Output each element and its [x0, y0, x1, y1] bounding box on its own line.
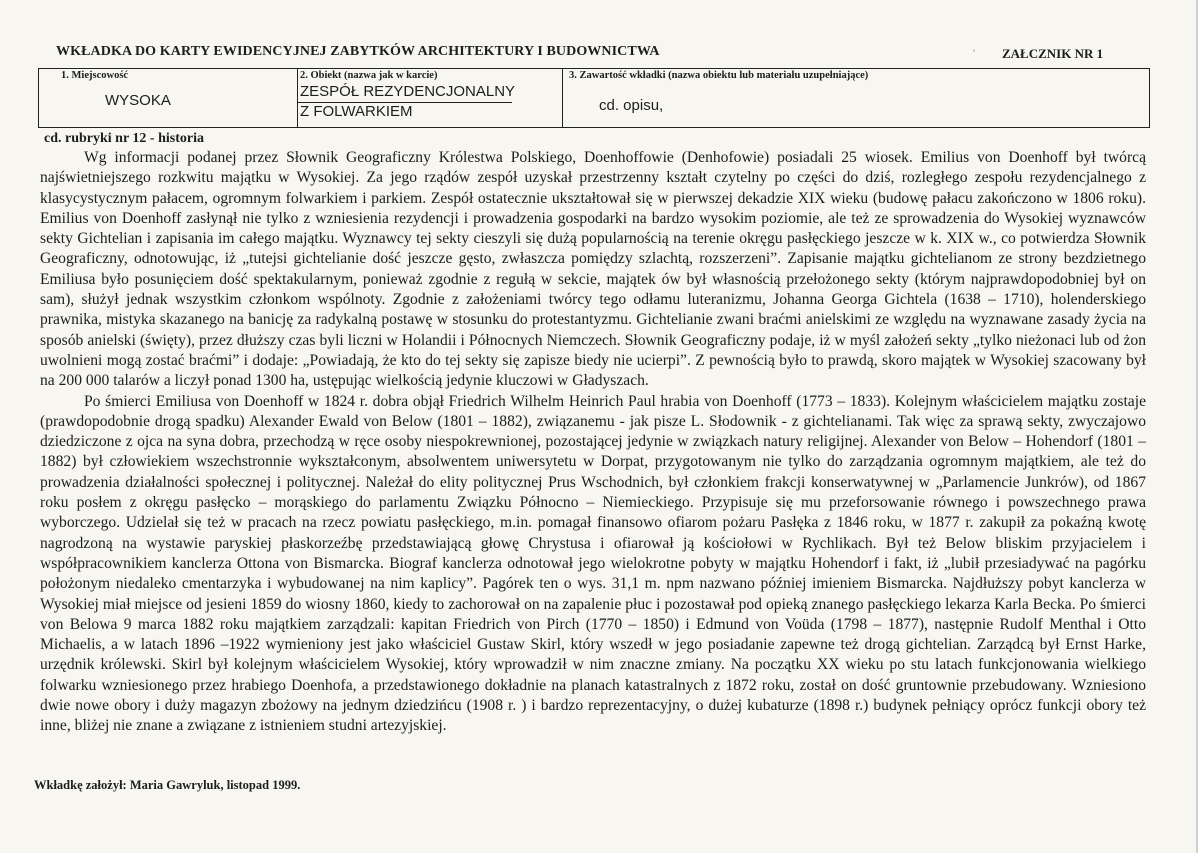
place-value: WYSOKA — [105, 92, 171, 109]
place-cell — [39, 69, 298, 128]
scan-mark: ' — [973, 46, 976, 60]
document-title: WKŁADKA DO KARTY EWIDENCYJNEJ ZABYTKÓW ARCHITEKTURY I BUDOWNICTWA — [56, 44, 660, 59]
contents-cell — [563, 69, 1150, 128]
object-value-line2: Z FOLWARKIEM — [300, 103, 413, 120]
section-title: cd. rubryki nr 12 - historia — [44, 131, 204, 146]
contents-label: 3. Zawartość wkładki (nazwa obiektu lub materiału uzupełniające) — [569, 70, 869, 81]
history-text — [40, 148, 1146, 737]
object-value-line1: ZESPÓŁ REZYDENCJONALNY — [300, 83, 516, 100]
object-cell — [298, 69, 563, 128]
info-table — [38, 68, 1150, 128]
history-paragraph: Wg informacji podanej przez Słownik Geograficzny Królestwa Polskiego, Doenhoffowie (Denhofowie) posiadali 25 wiosek. Emilius von Doenhoff był twórcą najświetniejszego rozkwitu majątku w Wysokiej. Za jego rządów zespół uzyskał przestrzenny kształt czytelny po części do dziś, rozległego zespołu rezydencjalnego z klasycystycznym pałacem, ogromnym folwarkiem i parkiem. Zespół ostatecznie ukształtował się w pierwszej dekadzie XIX wieku (budowę pałacu zakończono w 1806 roku). Emilius von Doenhoff zasłynął nie tylko z wzniesienia rezydencji i prowadzenia gospodarki na bardzo wysokim poziomie, ale też ze sprowadzenia do Wysokiej wyznawców sekty Gichtelian i zapisania im całego majątku. Wyznawcy tej sekty cieszyli się dużą popularnością na terenie okręgu pasłęckiego jeszcze w k. XIX w., co potwierdza Słownik Geograficzny, odnotowując, iż „tutejsi gichtelianie dość jeszcze gęsto, zwłaszcza pomiędzy szlachtą, rozszerzeni”. Zapisanie majątku gichtelianom ze strony bezdzietnego Emiliusa było posunięciem dość spektakularnym, ponieważ zgodnie z regułą w sekcie, majątek ów był własnością przełożonego sekty (którym najprawdopodobniej był on sam), służył jednak wszystkim członkom wspólnoty. Zgodnie z założeniami twórcy tego odłamu luteranizmu, Johanna Georga Gichtela (1638 – 1710), holenderskiego prawnika, mistyka skazanego na banicję za radykalną postawę w stosunku do protestantyzmu. Gichtelianie zwani braćmi anielskimi ze względu na wyznawane zasady życia na sposób anielski (święty), przez dłuższy czas byli liczni w Holandii i Północnych Niemczech. Słownik Geograficzny podaje, iż w myśl założeń sekty „tylko nieżonaci lub od żon uwolnieni mogą zostać braćmi” i dodaje: „Powiadają, że kto do tej sekty się zapisze biedy nie ucierpi”. Z pewnością było to prawdą, skoro majątek w Wysokiej szacowany był na 200 000 talarów a liczył ponad 1300 ha, ustępując wielkością jedynie kluczowi w Gładyszach. — [40, 149, 1146, 390]
contents-value: cd. opisu, — [599, 97, 664, 114]
history-paragraph: Po śmierci Emiliusa von Doenhoff w 1824 r. dobra objął Friedrich Wilhelm Heinrich Paul hrabia von Doenhoff (1773 – 1833). Kolejnym właścicielem majątku zostaje (prawdopodobnie drogą spadku) Alexander Ewald von Below (1801 – 1882), związanemu - jak pisze L. Słodownik - z gichtelianami. Tak więc za sprawą sekty, zwyczajowo dziedziczone z ojca na syna dobra, przechodzą w ręce osoby niespokrewnionej, pozostającej jedynie w związkach natury religijnej. Alexander von Below – Hohendorf (1801 – 1882) był człowiekiem wszechstronnie wykształconym, absolwentem uniwersytetu w Dorpat, przygotowanym nie tylko do zarządzania ogromnym majątkiem, ale też do prowadzenia działalności społecznej i politycznej. Należał do elity politycznej Prus Wschodnich, był członkiem frakcji konserwatywnej w „Parlamencie Junkrów), od 1867 roku posłem z okręgu pasłęcko – morąskiego do parlamentu Związku Północno – Niemieckiego. Przypisuje się mu przeforsowanie równego i powszechnego prawa wyborczego. Udzielał się też w pracach na rzecz powiatu pasłęckiego, m.in. pomagał finansowo ofiarom pożaru Pasłęka z 1846 roku, w 1877 r. zakupił za pokaźną kwotę nagrodzoną na wystawie paryskiej płaskorzeźbę przedstawiającą głowę Chrystusa i ofiarował ją kościołowi w Rychlikach. Był też Below bliskim przyjacielem i współpracownikiem kanclerza Ottona von Bismarcka. Biograf kanclerza odnotował jego wielokrotne pobyty w majątku Hohendorf i fakt, iż „lubił przesiadywać na pagórku położonym niedaleko cmentarzyka i wybudowanej na nim kaplicy”. Pagórek ten o wys. 31,1 m. npm nazwano później imieniem Bismarcka. Najdłuższy pobyt kanclerza w Wysokiej miał miejsce od jesieni 1859 do wiosny 1860, kiedy to zachorował on na zapalenie płuc i pozostawał pod opieką znanego pasłęckiego lekarza Karla Becka. Po śmierci von Belowa 9 marca 1882 roku majątkiem zarządzali: kapitan Friedrich von Pirch (1770 – 1850) i Edmund von Voüda (1798 – 1877), następnie Rudolf Menthal i Otto Michaelis, a w latach 1896 –1922 wymieniony jest jako właściciel Gustaw Skirl, który wszedł w jego posiadanie zapewne też drogą gichtelian. Zarządcą był Ernst Harke, urzędnik królewski. Skirl był kolejnym właścicielem Wysokiej, który wprowadził w nim znaczne zmiany. Na początku XX wieku po stu latach funkcjonowania wielkiego folwarku wzniesionego przez hrabiego Doenhofa, a przedstawionego dokładnie na planach katastralnych z 1872 roku, został on dość gruntownie przebudowany. Wzniesiono dwie nowe obory i duży magazyn zbożowy na jednym dziedzińcu (1908 r. ) i bardzo reprezentacyjny, o dużej kubaturze (1898 r.) budynek pełniący oprócz funkcji obory też inne, bliżej nie znane a związane z istnieniem studni artezyjskiej. — [40, 392, 1146, 735]
place-label: 1. Miejscowość — [61, 70, 129, 81]
annex-number: ZAŁCZNIK NR 1 — [1002, 46, 1104, 61]
author-note: Wkładkę założył: Maria Gawryluk, listopad 1999. — [34, 778, 301, 792]
object-label: 2. Obiekt (nazwa jak w karcie) — [300, 70, 438, 81]
